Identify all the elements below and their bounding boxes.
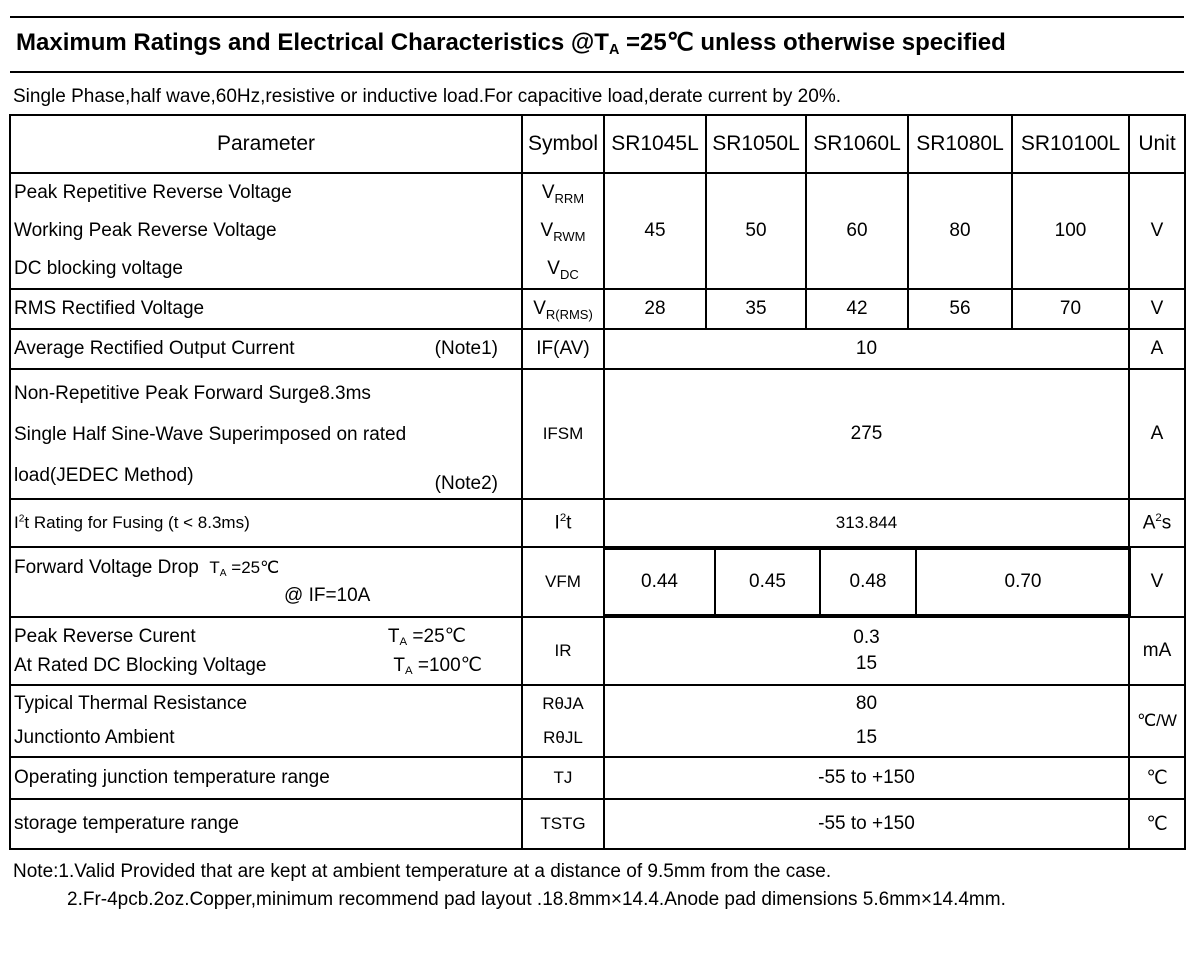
row-vfm: [10, 547, 1185, 617]
symbol-cell: RθJA RθJL: [522, 685, 604, 757]
header-model: SR1045L: [604, 115, 706, 173]
unit-cell: ℃/W: [1129, 685, 1185, 757]
notes: [13, 858, 1006, 914]
symbol-cell: TSTG: [522, 799, 604, 849]
header-unit: Unit: [1129, 115, 1185, 173]
param-cell: Operating junction temperature range: [10, 757, 522, 799]
param-cell: Average Rectified Output Current (Note1): [10, 329, 522, 369]
row-tstg: [10, 799, 1185, 849]
value-cell: 42: [806, 289, 908, 329]
header-row: [10, 115, 1185, 173]
row-rth: [10, 685, 1185, 757]
value-cell: 0.48: [820, 549, 916, 615]
note-1: Note:1.Valid Provided that are kept at ambient temperature at a distance of 9.5mm from the case.: [13, 861, 832, 882]
param-cell: Peak Reverse Curent TA =25℃ At Rated DC Blocking Voltage TA =100℃: [10, 617, 522, 685]
unit-cell: ℃: [1129, 799, 1185, 849]
param-cell: Typical Thermal Resistance Junctionto Ambient: [10, 685, 522, 757]
value-cell: 0.70: [916, 549, 1130, 615]
subtitle: Single Phase,half wave,60Hz,resistive or inductive load.For capacitive load,derate current by 20%.: [13, 86, 841, 107]
note-2: 2.Fr-4pcb.2oz.Copper,minimum recommend pad layout .18.8mm×14.4.Anode pad dimensions 5.6mm×14.4mm.: [67, 889, 1006, 910]
value-cell: 80 15: [604, 685, 1129, 757]
value-cell: 50: [706, 173, 806, 289]
symbol-cell: IR: [522, 617, 604, 685]
row-ifav: [10, 329, 1185, 369]
unit-cell: A: [1129, 369, 1185, 499]
value-cell: 60: [806, 173, 908, 289]
row-ir: [10, 617, 1185, 685]
top-rule: [10, 16, 1184, 18]
title-rule: [10, 71, 1184, 73]
symbol-cell: TJ: [522, 757, 604, 799]
param-cell: storage temperature range: [10, 799, 522, 849]
header-parameter: Parameter: [10, 115, 522, 173]
row-i2t: [10, 499, 1185, 547]
value-cell: 80: [908, 173, 1012, 289]
unit-cell: V: [1129, 173, 1185, 289]
ratings-table: [9, 114, 1186, 850]
unit-cell: A: [1129, 329, 1185, 369]
header-model: SR1060L: [806, 115, 908, 173]
value-cell: -55 to +150: [604, 757, 1129, 799]
symbol-cell: IFSM: [522, 369, 604, 499]
symbol-cell: VFM: [522, 547, 604, 617]
value-cell: 0.3 15: [604, 617, 1129, 685]
symbol-cell: IF(AV): [522, 329, 604, 369]
symbol-cell: $V_{R(RMS)}$: [522, 289, 604, 329]
value-cell: 275: [604, 369, 1129, 499]
value-cell: 100: [1012, 173, 1129, 289]
unit-cell: V: [1129, 547, 1185, 617]
value-cell: 45: [604, 173, 706, 289]
value-cell: 0.44: [605, 549, 715, 615]
unit-cell: mA: [1129, 617, 1185, 685]
header-model: SR10100L: [1012, 115, 1129, 173]
row-vrms: [10, 289, 1185, 329]
value-cell: 56: [908, 289, 1012, 329]
header-symbol: Symbol: [522, 115, 604, 173]
unit-cell: V: [1129, 289, 1185, 329]
vf-values: [604, 547, 1129, 617]
value-cell: 70: [1012, 289, 1129, 329]
value-cell: 10: [604, 329, 1129, 369]
unit-cell: ℃: [1129, 757, 1185, 799]
row-vrrm: [10, 173, 1185, 289]
page-title: Maximum Ratings and Electrical Characteristics $@T_A$ =25℃ unless otherwise specified: [16, 29, 1006, 58]
unit-cell: $A^2s$: [1129, 499, 1185, 547]
param-cell: Non-Repetitive Peak Forward Surge8.3ms Single Half Sine-Wave Superimposed on rated load(JEDEC Method) (Note2): [10, 369, 522, 499]
row-tj: [10, 757, 1185, 799]
symbol-cell: $V_{RRM}$ $V_{RWM}$ $V_{DC}$: [522, 173, 604, 289]
header-model: SR1080L: [908, 115, 1012, 173]
row-ifsm: [10, 369, 1185, 499]
value-cell: 313.844: [604, 499, 1129, 547]
header-model: SR1050L: [706, 115, 806, 173]
value-cell: 35: [706, 289, 806, 329]
param-cell: Forward Voltage Drop TA =25℃ @ IF=10A: [10, 547, 522, 617]
value-cell: -55 to +150: [604, 799, 1129, 849]
value-cell: 0.45: [715, 549, 820, 615]
param-cell: $I^2t$ Rating for Fusing (t < 8.3ms): [10, 499, 522, 547]
symbol-cell: $I^2t$: [522, 499, 604, 547]
value-cell: 28: [604, 289, 706, 329]
param-cell: Peak Repetitive Reverse Voltage Working Peak Reverse Voltage DC blocking voltage: [10, 173, 522, 289]
param-cell: RMS Rectified Voltage: [10, 289, 522, 329]
